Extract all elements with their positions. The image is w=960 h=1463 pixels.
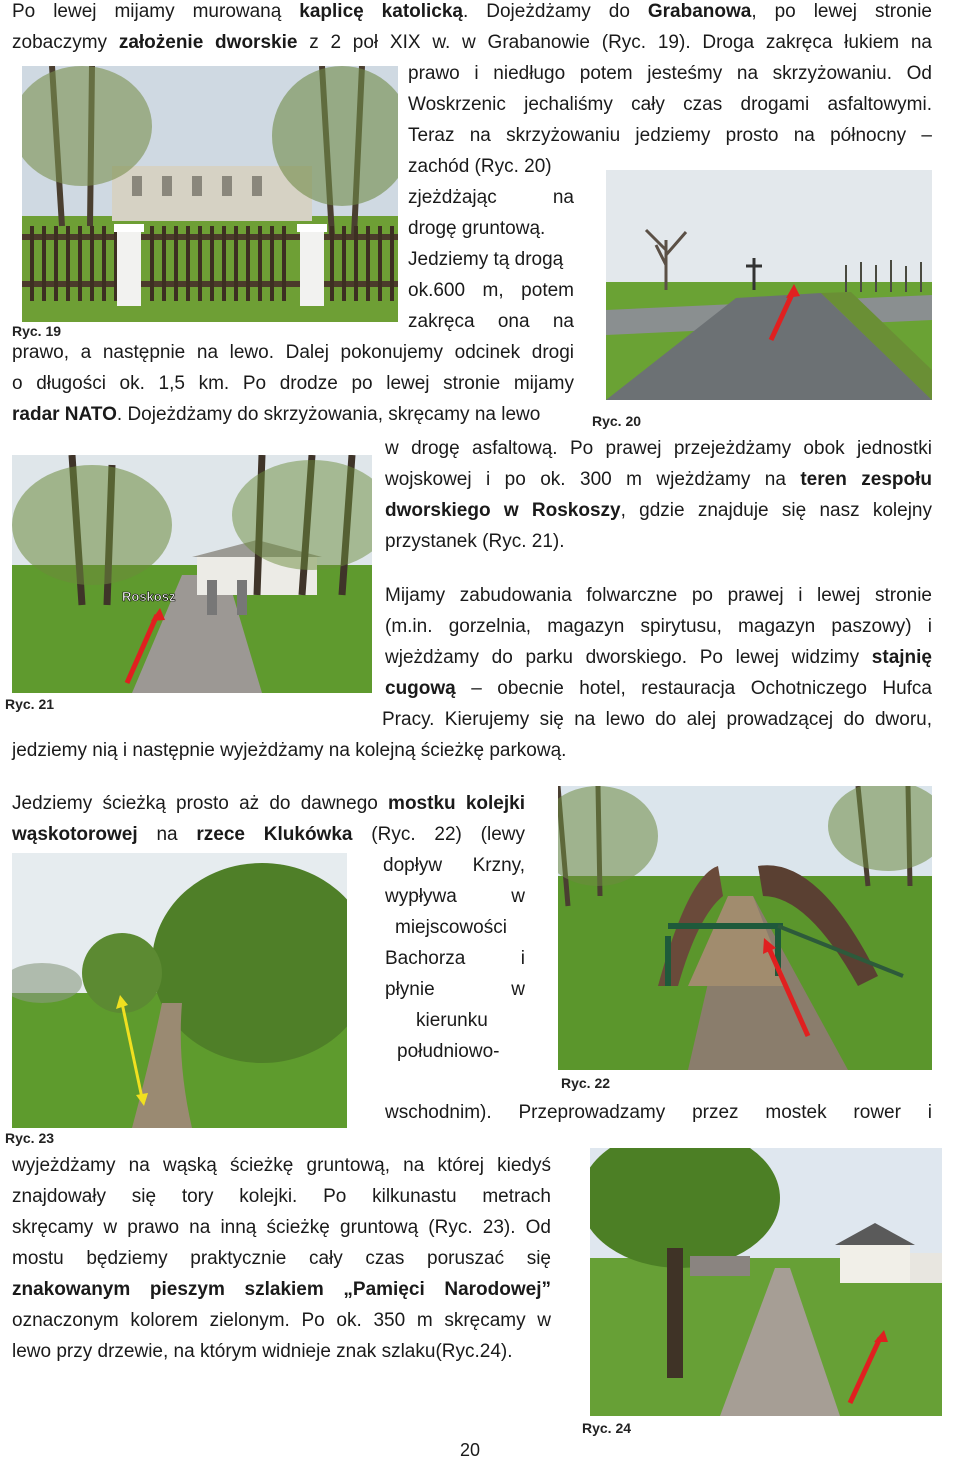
photo-crossroad: [606, 170, 932, 400]
caption-ryc-19: Ryc. 19: [12, 323, 62, 339]
text-line: zachód (Ryc. 20): [408, 156, 552, 177]
text-line: wyjeżdżamy na wąską ścieżkę gruntową, na której kiedyś: [12, 1155, 551, 1176]
caption-ryc-22: Ryc. 22: [561, 1075, 611, 1091]
page-number: 20: [460, 1440, 481, 1460]
text-line: Jedziemy tą drogą: [408, 249, 564, 270]
text-line: wojskowej i po ok. 300 m wjeżdżamy na teren zespołu: [385, 469, 932, 490]
text-line: południowo-: [397, 1041, 500, 1062]
text-line: jedziemy nią i następnie wyjeżdżamy na kolejną ścieżkę parkową.: [12, 740, 567, 761]
caption-ryc-21: Ryc. 21: [5, 696, 55, 712]
text-line: Mijamy zabudowania folwarczne po prawej i lewej stronie: [385, 585, 932, 606]
text-line: (m.in. gorzelnia, magazyn spirytusu, magazyn paszowy) i: [385, 616, 932, 637]
text-line: oznaczonym kolorem zielonym. Po ok. 350 m skręcamy w: [12, 1310, 551, 1331]
text-line: Bachorza i: [385, 948, 525, 969]
caption-ryc-20: Ryc. 20: [592, 413, 642, 429]
text-line: płynie w: [385, 979, 525, 1000]
text-line: dopływ Krzny,: [383, 855, 525, 876]
text-line: kierunku: [416, 1010, 488, 1031]
text-line: radar NATO. Dojeżdżamy do skrzyżowania, skręcamy na lewo: [12, 404, 541, 425]
photo-narrow-path: [12, 853, 347, 1128]
text-line: mostu będziemy praktycznie cały czas poruszać się: [12, 1248, 551, 1269]
text-line: znajdowały się tory kolejki. Po kilkunastu metrach: [12, 1186, 551, 1207]
photo-village-road: [590, 1148, 942, 1416]
text-line: wąskotorowej na rzece Klukówka (Ryc. 22) (lewy: [12, 824, 525, 845]
text-line: Teraz na skrzyżowaniu jedziemy prosto na północny –: [408, 125, 932, 146]
photo-railway-bridge: [558, 786, 932, 1070]
text-line: Jedziemy ścieżką prosto aż do dawnego mostku kolejki: [12, 793, 525, 814]
photo-manor-fence: [22, 66, 398, 322]
photo-label-roskosz: Roskosz: [122, 589, 176, 604]
text-line: w drogę asfaltową. Po prawej przejeżdżamy obok jednostki: [385, 438, 932, 459]
text-line: zobaczymy założenie dworskie z 2 poł XIX w. w Grabanowie (Ryc. 19). Droga zakręca łukiem na: [12, 32, 932, 53]
text-line: o długości ok. 1,5 km. Po drodze po lewej stronie mijamy: [12, 373, 574, 394]
caption-ryc-23: Ryc. 23: [5, 1130, 55, 1146]
text-line: zakręca ona na: [408, 311, 574, 332]
text-line: lewo przy drzewie, na którym widnieje znak szlaku(Ryc.24).: [12, 1341, 513, 1362]
text-line: zjeżdżając na: [408, 187, 574, 208]
text-line: drogę gruntową.: [408, 218, 546, 239]
text-line: ok.600 m, potem: [408, 280, 574, 301]
text-line: wschodnim). Przeprowadzamy przez mostek rower i: [385, 1102, 932, 1123]
text-line: przystanek (Ryc. 21).: [385, 531, 565, 552]
photo-roskosz-path: [12, 455, 372, 693]
text-line: prawo i niedługo potem jesteśmy na skrzyżowaniu. Od: [408, 63, 932, 84]
text-line: wjeżdżamy do parku dworskiego. Po lewej widzimy stajnię: [385, 647, 932, 668]
text-line: znakowanym pieszym szlakiem „Pamięci Narodowej”: [12, 1279, 551, 1300]
text-line: dworskiego w Roskoszy, gdzie znajduje się nasz kolejny: [385, 500, 933, 521]
caption-ryc-24: Ryc. 24: [582, 1420, 632, 1436]
text-line: cugową – obecnie hotel, restauracja Ochotniczego Hufca: [385, 678, 932, 699]
text-line: prawo, a następnie na lewo. Dalej pokonujemy odcinek drogi: [12, 342, 574, 363]
text-line: Woskrzenic jechaliśmy cały czas drogami asfaltowymi.: [408, 94, 932, 115]
text-line: wypływa w: [385, 886, 525, 907]
text-line: miejscowości: [395, 917, 507, 938]
text-line: Po lewej mijamy murowaną kaplicę katolicką. Dojeżdżamy do Grabanowa, po lewej stronie: [12, 1, 932, 22]
text-line: Pracy. Kierujemy się na lewo do alej prowadzącej do dworu,: [382, 709, 932, 730]
text-line: skręcamy w prawo na inną ścieżkę gruntową (Ryc. 23). Od: [12, 1217, 551, 1238]
